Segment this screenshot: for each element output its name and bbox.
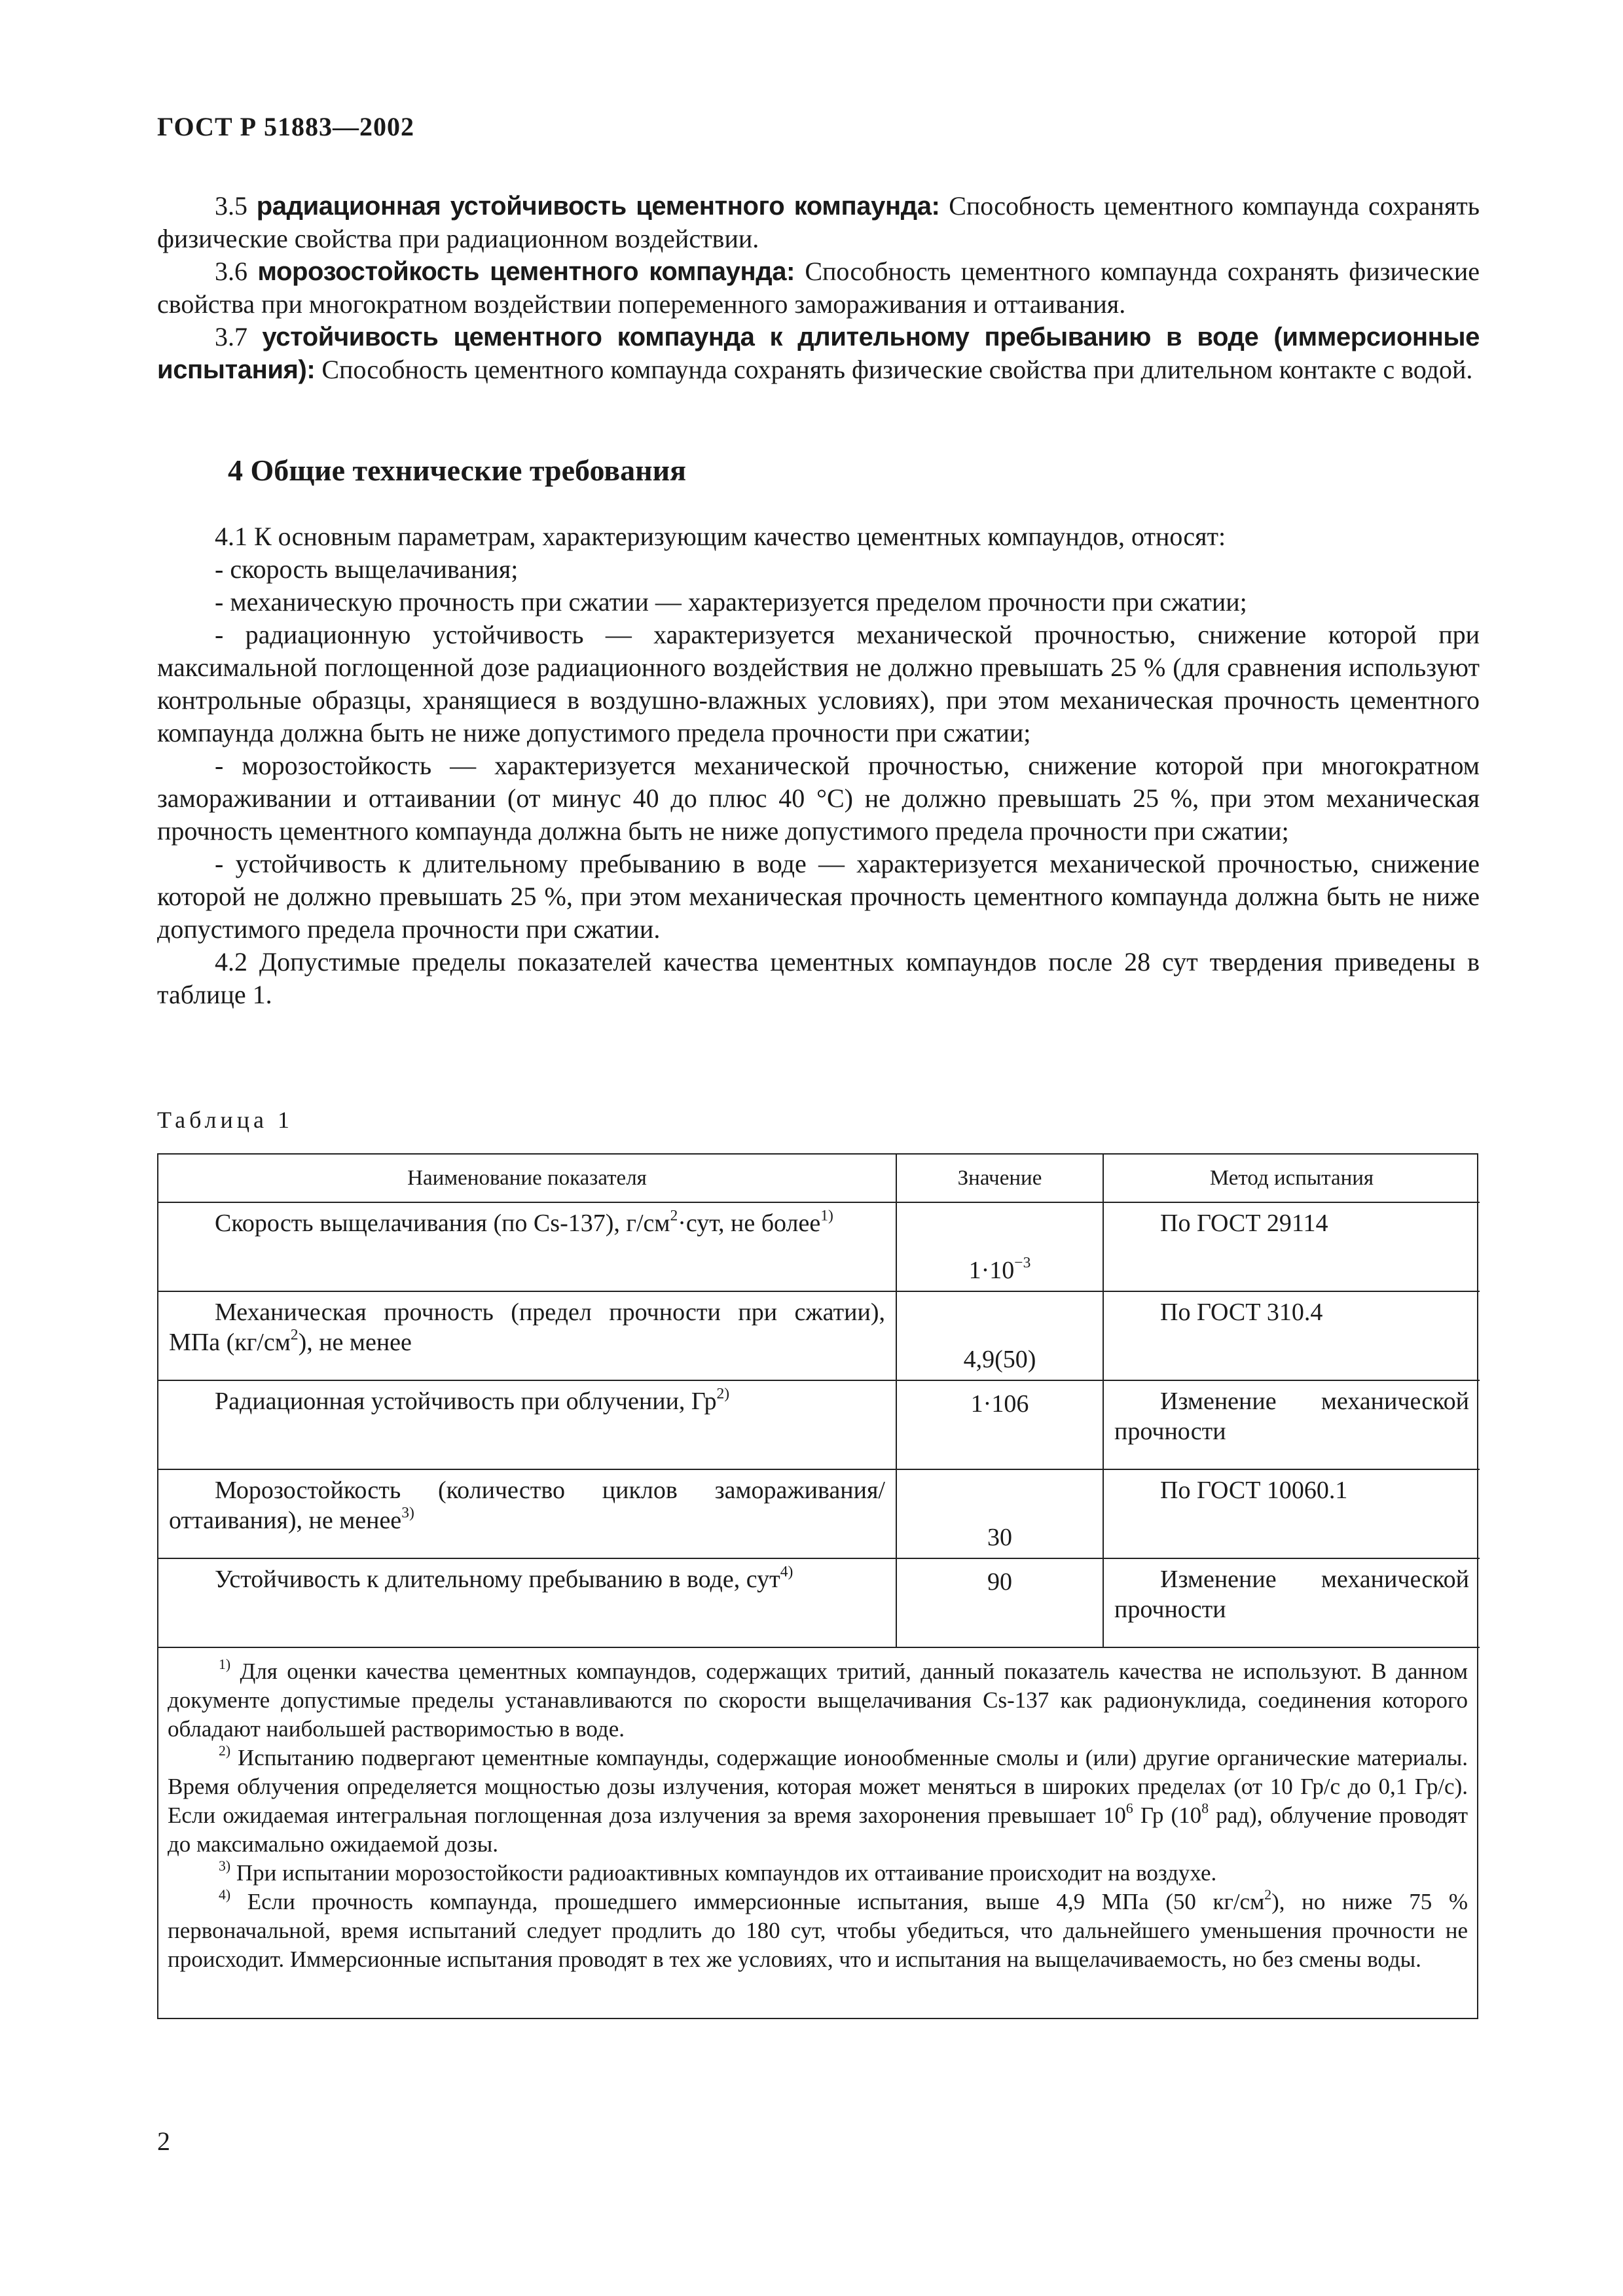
table-row xyxy=(158,1202,1480,1291)
column-header: Метод испытания xyxy=(1103,1155,1480,1202)
test-method: По ГОСТ 310.4 xyxy=(1103,1291,1480,1380)
indicator-value: 30 xyxy=(896,1469,1103,1558)
section-heading: 4 Общие технические требования xyxy=(228,454,687,487)
indicator-name: Морозостойкость (количество циклов замораживания/оттаивания), не менее$^{3)}$ xyxy=(158,1469,896,1558)
indicator-name: Механическая прочность (предел прочности при сжатии), МПа $(кг/см^2)$, не менее xyxy=(158,1291,896,1380)
table-row xyxy=(158,1558,1480,1647)
list-item: - устойчивость к длительному пребыванию в воде — характеризуется механической прочностью, снижение которой не должно превышать 25 %, при этом механическая прочность цементного компаунда должна быть не ниже допустимого предела прочности при сжатии. xyxy=(157,849,1480,944)
list-item: - механическую прочность при сжатии — характеризуется пределом прочности при сжатии; xyxy=(215,587,1247,617)
table-caption: Таблица 1 xyxy=(157,1107,293,1133)
definitions xyxy=(157,190,1480,386)
indicator-value: 90 xyxy=(896,1558,1103,1647)
table-row xyxy=(158,1469,1480,1558)
indicator-value: 4,9(50) xyxy=(896,1291,1103,1380)
test-method: Изменение механической прочности xyxy=(1103,1558,1480,1647)
section-body xyxy=(157,520,1480,1011)
list-item: - скорость выщелачивания; xyxy=(215,554,519,584)
column-header: Значение xyxy=(896,1155,1103,1202)
footnote-ref: 2) xyxy=(716,1385,730,1403)
table-footnotes xyxy=(158,1648,1477,1974)
footnote: $^{4)}$ Если прочность компаунда, прошедшего иммерсионные испытания, выше 4,9 МПа (50 $кг/см^2$), но ниже 75 % первоначальной, время испытаний следует продлить до 180 сут, чтобы убедиться, что дальнейшего уменьшения прочности не происходит. Иммерсионные испытания проводят в тех же условиях, что и испытания на выщелачиваемость, но без смены воды. xyxy=(168,1886,1468,1972)
table-row xyxy=(158,1380,1480,1469)
footnote-ref: 4) xyxy=(780,1563,793,1581)
footnote-ref: 3) xyxy=(401,1504,414,1522)
indicator-value: 1·106 xyxy=(896,1380,1103,1469)
list-item: - радиационную устойчивость — характеризуется механической прочностью, снижение которой при максимальной поглощенной дозе радиационного воздействия не должно превышать 25 % (для сравнения используют контрольные образцы, хранящиеся в воздушно-влажных условиях), при этом механическая прочность цементного компаунда должна быть не ниже допустимого предела прочности при сжатии; xyxy=(157,620,1480,747)
indicator-name: Скорость выщелачивания (по Cs-137), $г/см^2\cdot сут$, не более$^{1)}$ xyxy=(158,1202,896,1291)
indicator-name: Радиационная устойчивость при облучении, $Гр^{2)}$ xyxy=(158,1380,896,1469)
definition-3-5: 3.5 радиационная устойчивость цементного компаунда: Способность цементного компаунда сохранять физические свойства при радиационном воздействии. xyxy=(157,191,1480,253)
quality-table xyxy=(157,1153,1478,2019)
footnote: $^{2)}$ Испытанию подвергают цементные компаунды, содержащие ионообменные смолы и (или) другие органические материалы. Время облучения определяется мощностью дозы излучения, которая может меняться в широких пределах (от 10 Гр/с до 0,1 Гр/с). Если ожидаемая интегральная поглощенная доза излучения за время захоронения превышает $10^6$ Гр ($10^8$ рад), облучение проводят до максимально ожидаемой дозы. xyxy=(168,1742,1468,1857)
footnote-ref: 1) xyxy=(820,1207,833,1225)
test-method: По ГОСТ 10060.1 xyxy=(1103,1469,1480,1558)
column-header: Наименование показателя xyxy=(158,1155,896,1202)
footnote: $^{1)}$ Для оценки качества цементных компаундов, содержащих тритий, данный показатель качества не используют. В данном документе допустимые пределы устанавливаются по скорости выщелачивания Cs-137 как радионуклида, соединения которого обладают наибольшей растворимостью в воде. xyxy=(168,1656,1468,1742)
footnote: $^{3)}$ При испытании морозостойкости радиоактивных компаундов их оттаивание происходит на воздухе. xyxy=(219,1857,1217,1886)
indicator-value: $1\cdot 10^{-3}$ xyxy=(896,1202,1103,1291)
indicator-name: Устойчивость к длительному пребыванию в воде, сут$^{4)}$ xyxy=(158,1558,896,1647)
document-code: ГОСТ Р 51883—2002 xyxy=(157,112,415,141)
quality-table-grid xyxy=(158,1155,1480,1648)
definition-3-7: 3.7 устойчивость цементного компаунда к длительному пребыванию в воде (иммерсионные испытания): Способность цементного компаунда сохранять физические свойства при длительном контакте с водой. xyxy=(157,322,1480,384)
paragraph: 4.1 К основным параметрам, характеризующим качество цементных компаундов, относят: xyxy=(215,522,1226,551)
table-row xyxy=(158,1291,1480,1380)
definition-3-6: 3.6 морозостойкость цементного компаунда: Способность цементного компаунда сохранять физические свойства при многократном воздействии попеременного замораживания и оттаивания. xyxy=(157,257,1480,319)
page-number: 2 xyxy=(157,2126,170,2156)
table-header-row xyxy=(158,1155,1480,1202)
paragraph: 4.2 Допустимые пределы показателей качества цементных компаундов после 28 сут твердения приведены в таблице 1. xyxy=(157,947,1480,1009)
test-method: По ГОСТ 29114 xyxy=(1103,1202,1480,1291)
test-method: Изменение механической прочности xyxy=(1103,1380,1480,1469)
list-item: - морозостойкость — характеризуется механической прочностью, снижение которой при многократном замораживании и оттаивании (от минус 40 до плюс 40 °С) не должно превышать 25 %, при этом механическая прочность цементного компаунда должна быть не ниже допустимого предела прочности при сжатии; xyxy=(157,751,1480,846)
